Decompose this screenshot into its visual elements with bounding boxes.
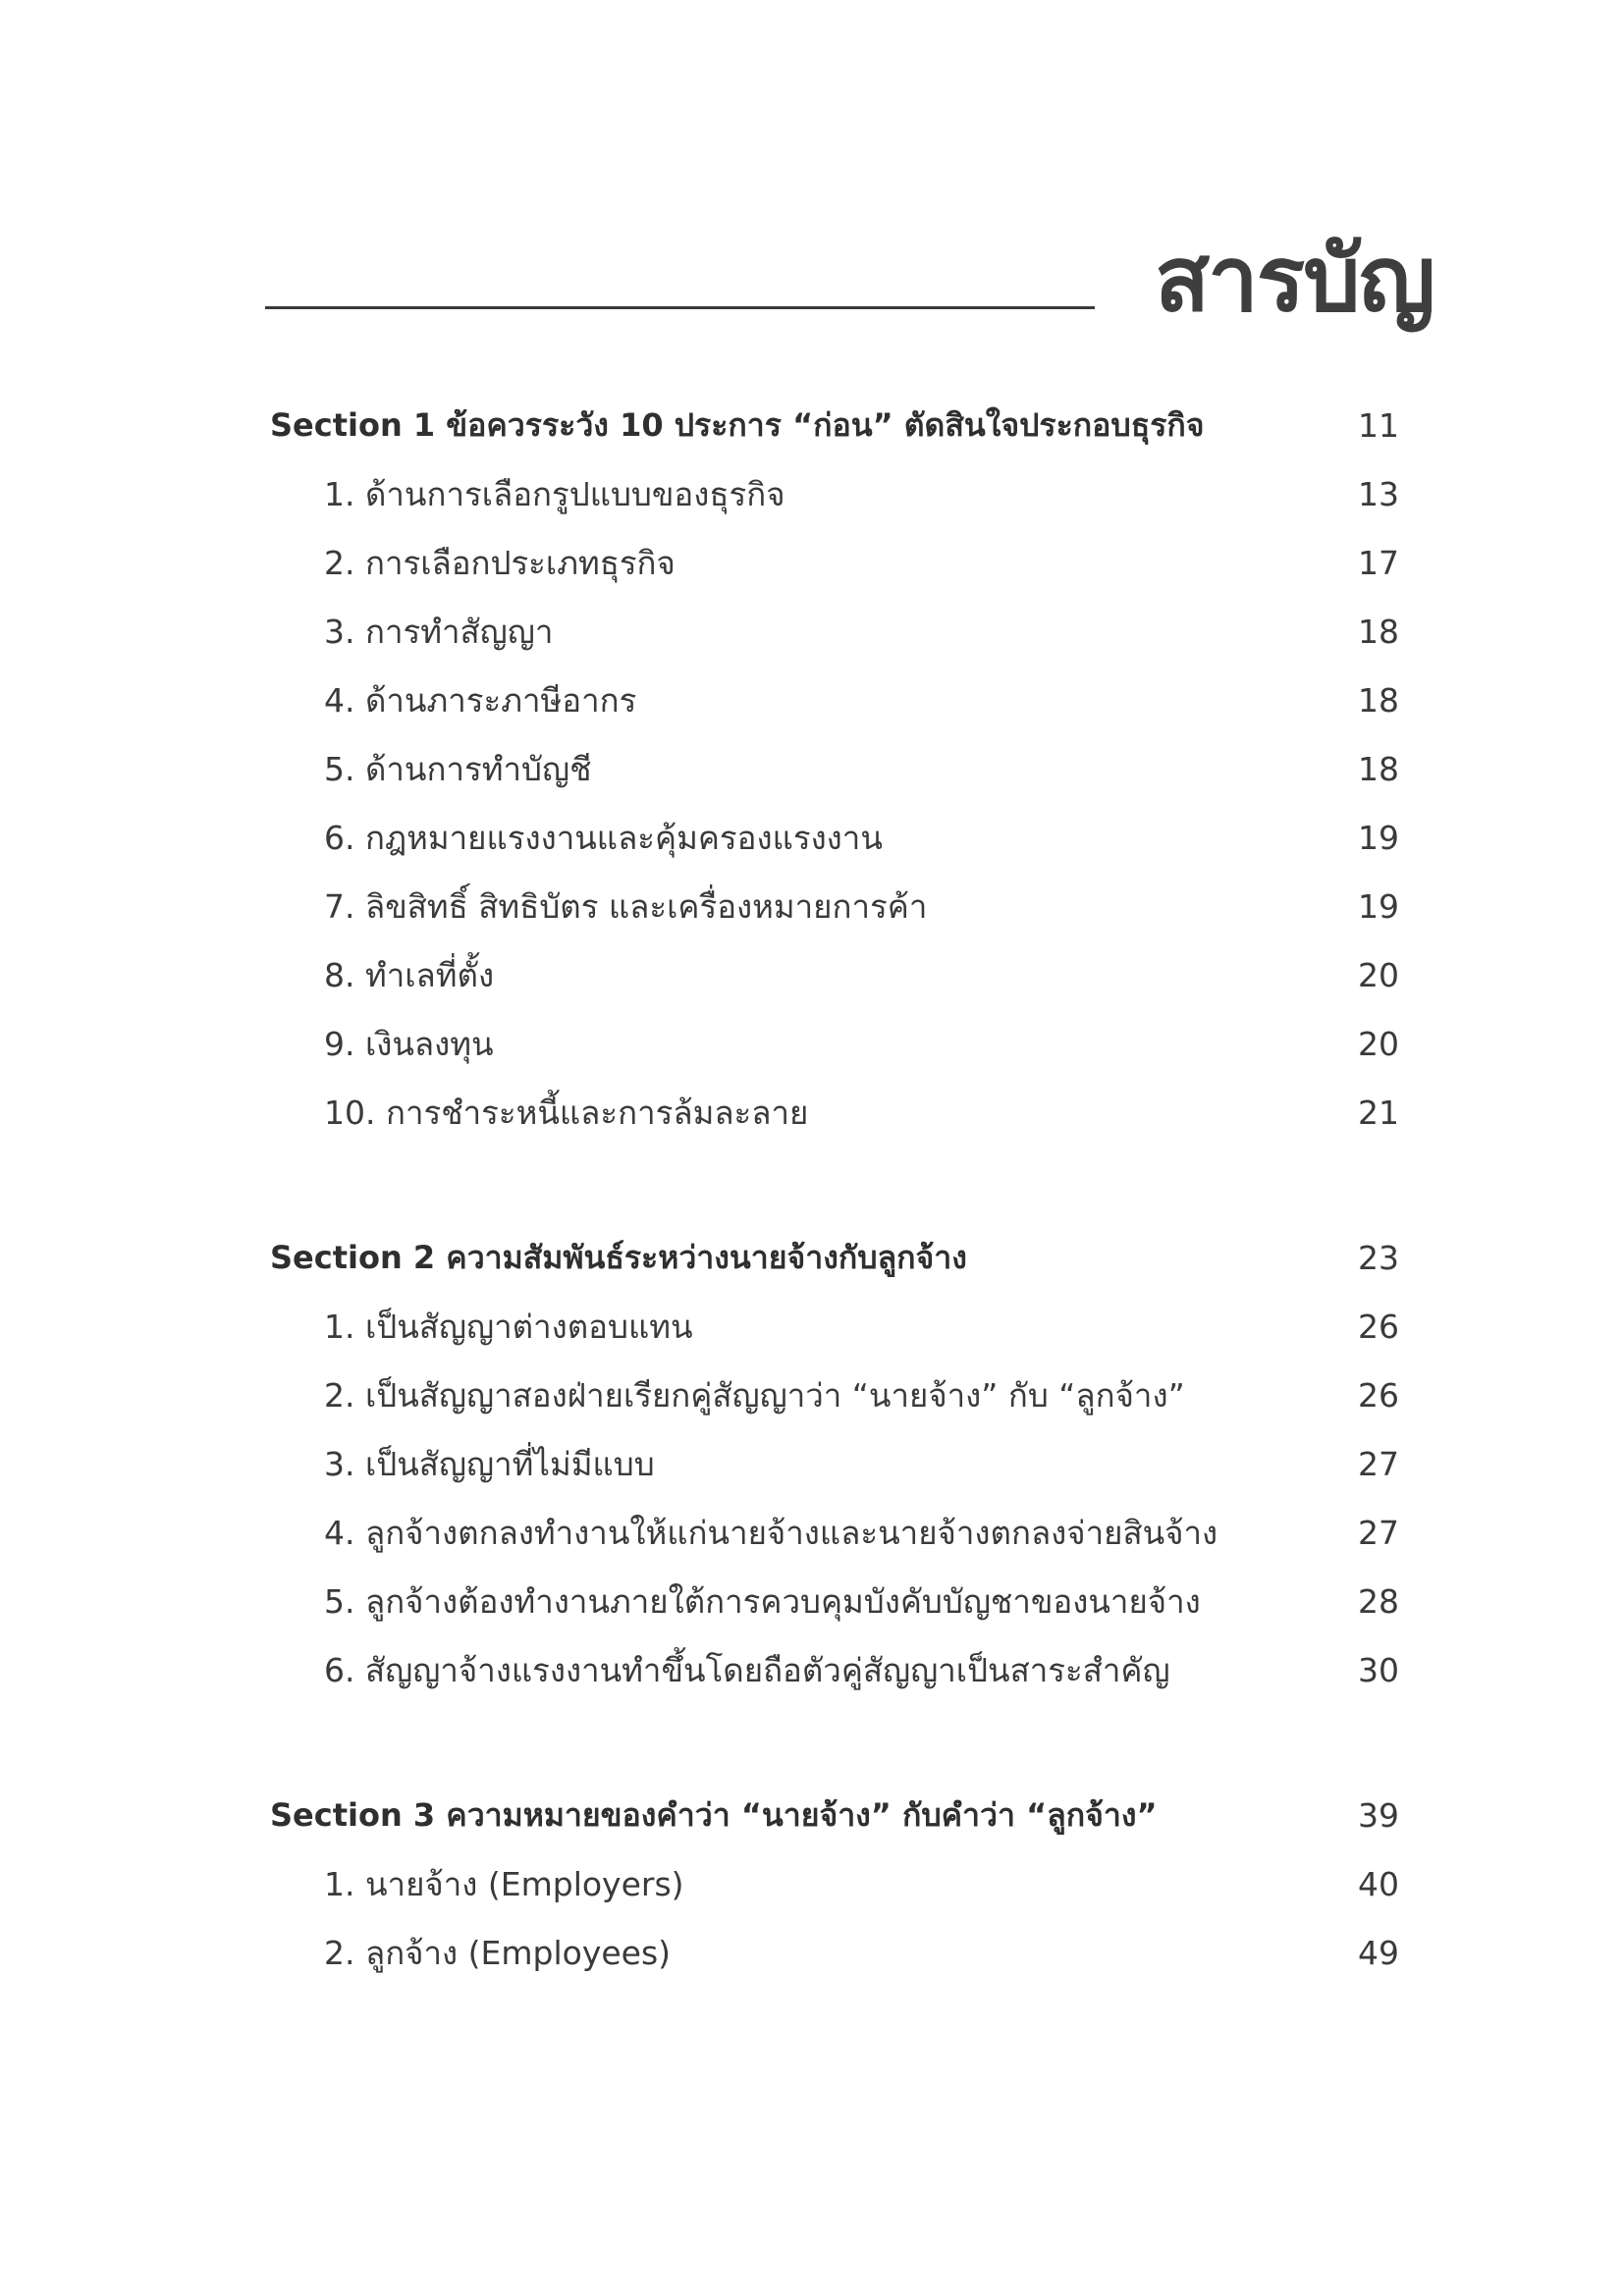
toc-item-page: 49 (1358, 1933, 1399, 1972)
toc-item-page: 27 (1358, 1444, 1399, 1483)
toc-item[interactable] (270, 1849, 1399, 1918)
toc-item[interactable] (270, 1361, 1399, 1429)
toc-item-label: 8. ทำเลที่ตั้ง (324, 955, 495, 994)
page-title: สารบัญ (1154, 227, 1434, 332)
toc-item-page: 20 (1358, 1024, 1399, 1063)
toc-item-label: 1. ด้านการเลือกรูปแบบของธุรกิจ (324, 474, 785, 513)
toc-item-page: 17 (1358, 543, 1399, 582)
toc-item-page: 19 (1358, 886, 1399, 926)
toc-item-label: 1. เป็นสัญญาต่างตอบแทน (324, 1307, 693, 1346)
section-heading: Section 1 ข้อควรระวัง 10 ประการ “ก่อน” ตัดสินใจประกอบธุรกิจ (270, 405, 1205, 444)
toc-item-page: 26 (1358, 1307, 1399, 1346)
toc-item-label: 3. การทำสัญญา (324, 612, 554, 651)
section-page-number: 23 (1358, 1238, 1399, 1277)
toc-item[interactable] (270, 1292, 1399, 1361)
toc-item[interactable] (270, 666, 1399, 734)
toc-item-label: 9. เงินลงทุน (324, 1024, 494, 1063)
toc-item-page: 26 (1358, 1375, 1399, 1415)
toc-item[interactable] (270, 872, 1399, 940)
toc-item-page: 27 (1358, 1513, 1399, 1552)
table-of-contents (270, 391, 1399, 2063)
toc-item-label: 4. ด้านภาระภาษีอากร (324, 680, 637, 720)
toc-item[interactable] (270, 1918, 1399, 1987)
toc-item[interactable] (270, 734, 1399, 803)
toc-item-label: 4. ลูกจ้างตกลงทำงานให้แก่นายจ้างและนายจ้างตกลงจ่ายสินจ้าง (324, 1513, 1218, 1552)
section-heading-row[interactable] (270, 1223, 1399, 1292)
toc-item[interactable] (270, 459, 1399, 528)
toc-item-label: 5. ด้านการทำบัญชี (324, 749, 592, 788)
toc-section-1 (270, 391, 1399, 1147)
toc-section-2 (270, 1223, 1399, 1704)
toc-item-label: 6. กฎหมายแรงงานและคุ้มครองแรงงาน (324, 818, 883, 857)
toc-item[interactable] (270, 1635, 1399, 1704)
toc-item-label: 7. ลิขสิทธิ์ สิทธิบัตร และเครื่องหมายการค้า (324, 886, 928, 926)
section-heading: Section 3 ความหมายของคำว่า “นายจ้าง” กับคำว่า “ลูกจ้าง” (270, 1795, 1158, 1834)
toc-item-label: 2. เป็นสัญญาสองฝ่ายเรียกคู่สัญญาว่า “นายจ้าง” กับ “ลูกจ้าง” (324, 1375, 1185, 1415)
toc-item[interactable] (270, 940, 1399, 1009)
section-heading: Section 2 ความสัมพันธ์ระหว่างนายจ้างกับลูกจ้าง (270, 1238, 967, 1276)
toc-item-page: 30 (1358, 1650, 1399, 1689)
toc-item[interactable] (270, 1009, 1399, 1078)
toc-item[interactable] (270, 1429, 1399, 1498)
toc-item[interactable] (270, 528, 1399, 597)
toc-item-page: 18 (1358, 680, 1399, 720)
toc-section-3 (270, 1781, 1399, 1987)
toc-item-page: 13 (1358, 474, 1399, 513)
toc-item-page: 18 (1358, 749, 1399, 788)
section-page-number: 11 (1358, 405, 1399, 445)
section-heading-row[interactable] (270, 391, 1399, 459)
toc-item[interactable] (270, 1078, 1399, 1147)
toc-item-label: 3. เป็นสัญญาที่ไม่มีแบบ (324, 1444, 655, 1483)
toc-item-page: 28 (1358, 1581, 1399, 1621)
toc-item-label: 6. สัญญาจ้างแรงงานทำขึ้นโดยถือตัวคู่สัญญาเป็นสาระสำคัญ (324, 1650, 1170, 1689)
section-heading-row[interactable] (270, 1781, 1399, 1849)
toc-item-label: 1. นายจ้าง (Employers) (324, 1864, 684, 1903)
toc-item[interactable] (270, 803, 1399, 872)
toc-item-page: 19 (1358, 818, 1399, 857)
toc-item-label: 10. การชำระหนี้และการล้มละลาย (324, 1093, 809, 1132)
toc-item[interactable] (270, 1567, 1399, 1635)
toc-item-page: 18 (1358, 612, 1399, 651)
toc-item[interactable] (270, 597, 1399, 666)
toc-item-page: 20 (1358, 955, 1399, 994)
toc-item-page: 40 (1358, 1864, 1399, 1903)
toc-header (265, 216, 1434, 353)
header-rule (265, 306, 1095, 309)
toc-item-label: 2. ลูกจ้าง (Employees) (324, 1933, 672, 1972)
toc-item-page: 21 (1358, 1093, 1399, 1132)
section-page-number: 39 (1358, 1795, 1399, 1835)
toc-item[interactable] (270, 1498, 1399, 1567)
toc-item-label: 5. ลูกจ้างต้องทำงานภายใต้การควบคุมบังคับบัญชาของนายจ้าง (324, 1581, 1201, 1621)
toc-item-label: 2. การเลือกประเภทธุรกิจ (324, 543, 676, 582)
